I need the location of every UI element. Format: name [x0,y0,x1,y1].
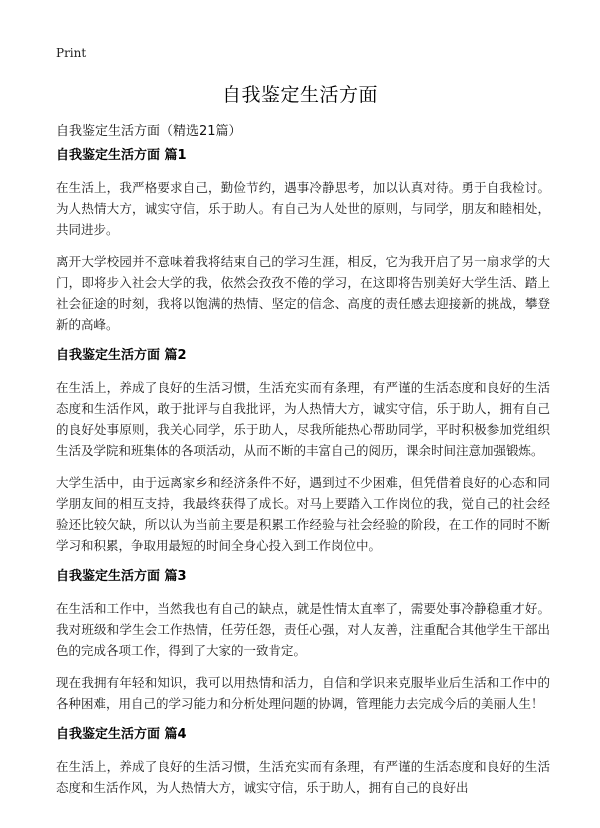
document-title: 自我鉴定生活方面 [221,84,378,106]
section-heading: 自我鉴定生活方面 篇1 [56,148,187,163]
paragraph: 离开大学校园并不意味着我将结束自己的学习生涯，相反，它为我开启了另一扇求学的大门，即将步入社会大学的我，依然会孜孜不倦的学习，在这即将告别美好大学生活、踏上社会征途的时刻，我将以饱满的热情、坚定的信念、高度的责任感去迎接新的挑战，攀登新的高峰。 [56,254,550,332]
paragraph: 大学生活中，由于远离家乡和经济条件不好，遇到过不少困难，但凭借着良好的心态和同学朋友间的相互支持，我最终获得了成长。对马上要踏入工作岗位的我，觉自己的社会经验还比较欠缺，所以认为当前主要是积累工作经验与社会经验的阶段，在工作的同时不断学习和积累，争取用最短的时间全身心投入到工作岗位中。 [56,475,550,553]
section-2 [56,346,550,556]
section-heading: 自我鉴定生活方面 篇2 [56,348,187,363]
document-content [56,146,550,809]
paragraph: 在生活和工作中，当然我也有自己的缺点，就是性情太直率了，需要处事冷静稳重才好。我对班级和学生会工作热情，任劳任怨，责任心强，对人友善，注重配合其他学生干部出色的完成各项工作，得到了大家的一致肯定。 [56,601,550,658]
section-heading: 自我鉴定生活方面 篇3 [56,569,187,584]
paragraph: 在生活上，养成了良好的生活习惯，生活充实而有条理，有严谨的生活态度和良好的生活态度和生活作风，敢于批评与自我批评，为人热情大方，诚实守信，乐于助人，拥有自己的良好处事原则，我关心同学，乐于助人，尽我所能热心帮助同学，平时积极参加党组织生活及学院和班集体的各项活动，从而不断的丰富自己的阅历，课余时间注意加强锻炼。 [56,380,550,458]
print-label[interactable]: Print [56,46,87,60]
paragraph: 现在我拥有年轻和知识，我可以用热情和活力，自信和学识来克服毕业后生活和工作中的各种困难，用自己的学习能力和分析处理问题的协调，管理能力去完成今后的美丽人生！ [56,675,550,711]
paragraph: 在生活上，我严格要求自己，勤俭节约，遇事冷静思考，加以认真对待。勇于自我检讨。为人热情大方，诚实守信，乐于助人。有自己为人处世的原则，与同学，朋友和睦相处，共同进步。 [56,180,550,237]
section-4 [56,725,550,798]
section-3 [56,567,550,714]
section-1 [56,146,550,335]
document-subtitle: 自我鉴定生活方面（精选21篇） [56,124,242,139]
section-heading: 自我鉴定生活方面 篇4 [56,727,187,742]
paragraph: 在生活上，养成了良好的生活习惯，生活充实而有条理，有严谨的生活态度和良好的生活态度和生活作风，为人热情大方，诚实守信，乐于助人，拥有自己的良好出 [56,759,550,795]
